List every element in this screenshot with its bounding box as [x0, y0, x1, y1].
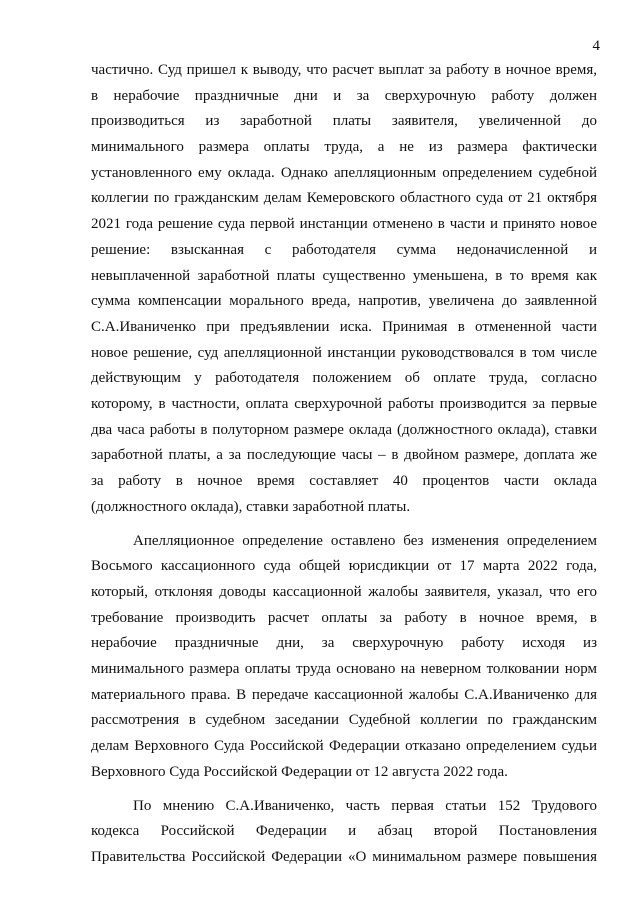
- paragraph-gap: [91, 520, 597, 528]
- text-line: 2021 года решение суда первой инстанции отменено в части и принято новое: [91, 216, 597, 233]
- text-line: Верховного Суда Российской Федерации от 12 августа 2022 года.: [91, 763, 508, 780]
- text-line: сумма компенсации морального вреда, напротив, увеличена до заявленной: [91, 293, 597, 310]
- text-line: С.А.Иваниченко при предъявлении иска. Принимая в отмененной части: [91, 318, 597, 335]
- text-line: Апелляционное определение оставлено без изменения определением: [133, 532, 597, 549]
- text-line: кодекса Российской Федерации и абзац второй Постановления: [91, 823, 597, 840]
- text-line: в нерабочие праздничные дни и за сверхурочную работу должен: [91, 87, 597, 104]
- text-line: решение: взысканная с работодателя сумма недоначисленной и: [91, 241, 597, 258]
- text-line: рассмотрения в судебном заседании Судебной коллегии по гражданским: [91, 712, 597, 729]
- text-line: материального права. В передаче кассационной жалобы С.А.Иваниченко для: [91, 686, 597, 703]
- text-line: минимального размера оплаты труда основано на неверном толковании норм: [91, 661, 597, 677]
- text-line: делам Верховного Суда Российской Федерации отказано определением судьи: [91, 738, 597, 755]
- text-line: (должностного оклада), ставки заработной платы.: [91, 498, 411, 515]
- text-line: за работу в ночное время составляет 40 процентов части оклада: [91, 473, 597, 489]
- text-line: коллегии по гражданским делам Кемеровского областного суда от 21 октября: [91, 190, 597, 207]
- text-line: установленного ему оклада. Однако апелляционным определением судебной: [91, 164, 597, 181]
- text-line: производиться из заработной платы заявителя, увеличенной до: [91, 113, 597, 130]
- text-line: действующим у работодателя положением об оплате труда, согласно: [91, 370, 597, 387]
- text-line: заработной платы, а за последующие часы – в двойном размере, доплата же: [91, 447, 597, 464]
- text-line: которому, в частности, оплата сверхурочной работы производится за первые: [91, 395, 597, 412]
- page-number: 4: [592, 38, 600, 54]
- text-line: невыплаченной заработной платы существенно уменьшена, в то время как: [91, 267, 597, 284]
- text-line: Восьмого кассационного суда общей юрисдикции от 17 марта 2022 года,: [91, 558, 597, 575]
- text-line: который, отклоняя доводы кассационной жалобы заявителя, указал, что его: [91, 583, 597, 600]
- text-line: два часа работы в полуторном размере оклада (должностного оклада), ставки: [91, 421, 597, 438]
- body-text: [91, 58, 597, 871]
- text-line: По мнению С.А.Иваниченко, часть первая статьи 152 Трудового: [133, 797, 597, 814]
- text-line: требование производить расчет оплаты за работу в ночное время, в: [91, 609, 597, 626]
- paragraph-gap: [91, 785, 597, 793]
- text-line: частично. Суд пришел к выводу, что расчет выплат за работу в ночное время,: [91, 62, 597, 78]
- text-line: нерабочие праздничные дни, за сверхурочную работу исходя из: [91, 635, 597, 652]
- text-line: минимального размера оплаты труда, а не из размера фактически: [91, 139, 597, 156]
- text-line: Правительства Российской Федерации «О минимальном размере повышения: [91, 849, 597, 865]
- text-line: новое решение, суд апелляционной инстанции руководствовался в том числе: [91, 344, 597, 361]
